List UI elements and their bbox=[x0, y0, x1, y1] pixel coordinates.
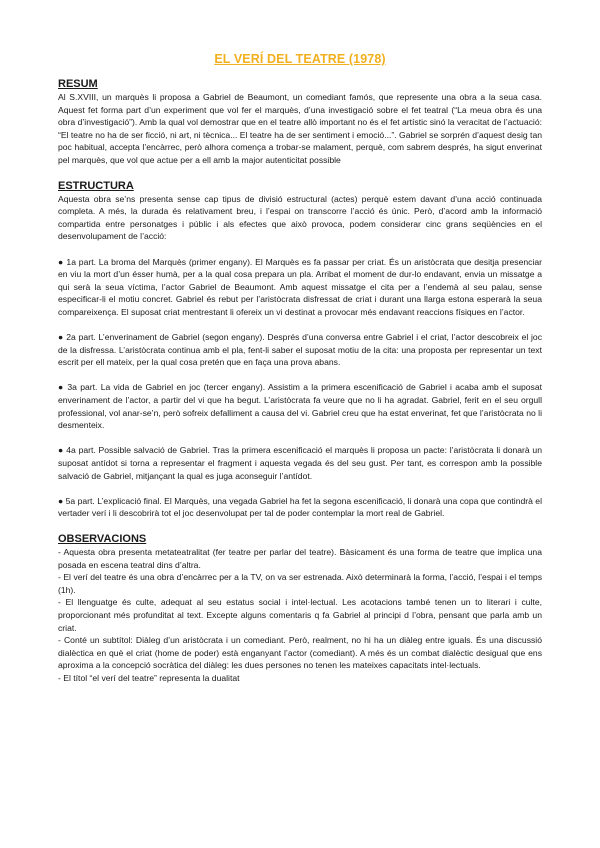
document-title: EL VERÍ DEL TEATRE (1978) bbox=[214, 52, 386, 66]
estructura-heading: ESTRUCTURA bbox=[58, 179, 134, 192]
spacer bbox=[58, 243, 542, 256]
estructura-intro: Aquesta obra se’ns presenta sense cap tipus de divisió estructural (actes) perquè estem davant d’una acció continuada completa. A més, la durada és relativament breu, i l’espai on transcorre l’acció és únic. Però, d’acord amb la informació compartida entre personatges i públic i als efectes que això provoca, podem considerar cinc grans seqüències en el desenvolupament de l’acció: bbox=[58, 193, 542, 242]
observacions-item: - El títol “el verí del teatre” representa la dualitat bbox=[58, 672, 240, 683]
resum-heading: RESUM bbox=[58, 78, 98, 90]
spacer bbox=[58, 319, 542, 332]
spacer bbox=[58, 369, 542, 382]
spacer bbox=[58, 520, 542, 533]
observacions-item: - El verí del teatre és una obra d’encàrrec per a la TV, on va ser estrenada. Això determinarà la forma, l’acció, l’espai i el temps (1h). bbox=[58, 572, 542, 595]
observacions-heading: OBSERVACIONS bbox=[58, 533, 147, 545]
spacer bbox=[58, 482, 542, 495]
observacions-item: - El llenguatge és culte, adequat al seu estatus social i intel·lectual. Les acotacions també tenen un to literari i culte, proporcionant més profunditat al text. Excepte alguns comentaris q fa Gabriel al principi d l’obra, pensant que parla amb un criat. bbox=[58, 597, 542, 633]
estructura-part-5: ● 5a part. L’explicació final. El Marquès, una vegada Gabriel ha fet la segona escenificació, li donarà una copa que contindrà el vertader verí i li descobrirà tot el joc desenvolupat per tal de poder contemplar la mort real de Gabriel. bbox=[58, 495, 542, 519]
estructura-part-3: ● 3a part. La vida de Gabriel en joc (tercer engany). Assistim a la primera escenificació de Gabriel i acaba amb el suposat enverinament de l’actor, a partir del vi que ha begut. L’aristòcrata fa veure que no li ha agradat. Gabriel, ferit en el seu orgull professional, vol anar-se’n, però sofreix defalliment a causa del vi. Gabriel creu que ha estat enverinat, fet que l’aristòcrata no li desmenteix. bbox=[58, 382, 542, 431]
observacions-item: - Conté un subtítol: Diàleg d’un aristòcrata i un comediant. Però, realment, no hi ha un diàleg entre iguals. És una discussió dialèctica en què el criat (home de poder) està enganyant l’actor (comediant). A més és un combat dialèctic desigual que ens aproxima a la concepció socràtica del diàleg: les dues persones no tenen les mateixes capacitats intel·lectuals. bbox=[58, 635, 542, 671]
spacer bbox=[58, 167, 542, 180]
estructura-part-1: ● 1a part. La broma del Marquès (primer engany). El Marquès es fa passar per criat. És un aristòcrata que desitja presenciar en viu la mort d’un ésser humà, per a la qual cosa prepara un pla. Arribat el moment de dur-lo endavant, envia un missatge a qui serà la seua víctima, l’actor Gabriel de Beaumont. Amb aquest missatge el cita per a l’endemà al seu palau, sense especificar-li el motiu concret. Gabriel és rebut per l’aristòcrata disfressat de criat i durant una llarga estona esperarà la seua compareixença. El suposat criat mentrestant li ofereix un vi destinat a provocar més endavant reaccions físiques en l’actor. bbox=[58, 256, 542, 317]
resum-text: Al S.XVIII, un marquès li proposa a Gabriel de Beaumont, un comediant famós, que represente una obra a la seua casa. Aquest fet forma part d’un experiment que vol fer el marquès, d’una investigació sobre el fet teatral (“La meua obra és una obra d’investigació”). Amb la qual vol demostrar que en el teatre allò important no és el fet artístic sinó la veracitat de l’actuació: “El teatre no ha de ser ficció, ni art, ni tècnica... El teatre ha de ser sentiment i emoció...”. Gabriel se sorprén d’aquest desig tan poc habitual, accepta l’encàrrec, però alhora comença a trobar-se malament, perquè, com sabrem després, ha sigut enverinat pel marquès, que vol que actue per a ell amb la major autenticitat possible bbox=[58, 92, 542, 165]
estructura-part-2: ● 2a part. L’enverinament de Gabriel (segon engany). Després d’una conversa entre Gabriel i el criat, l’actor descobreix el joc de la disfressa. L’aristòcrata continua amb el pla, fent-li saber el suposat motiu de la cita: una proposta per representar un text escrit per ell mateix, per la qual cosa pretén que en faça una prova abans. bbox=[58, 332, 542, 368]
estructura-part-4: ● 4a part. Possible salvació de Gabriel. Tras la primera escenificació el marquès li proposa un pacte: l’aristòcrata li donarà un suposat antídot si torna a representar el fragment i aquesta vegada és del seu gust. Per tant, es correspon amb la possible salvació de Gabriel, mitjançant la qual es juga aconseguir l’antídot. bbox=[58, 445, 542, 481]
observacions-item: - Aquesta obra presenta metateatralitat (fer teatre per parlar del teatre). Bàsicament és una forma de teatre que implica una posada en escena teatral dins d’altra. bbox=[58, 547, 542, 570]
spacer bbox=[58, 432, 542, 445]
